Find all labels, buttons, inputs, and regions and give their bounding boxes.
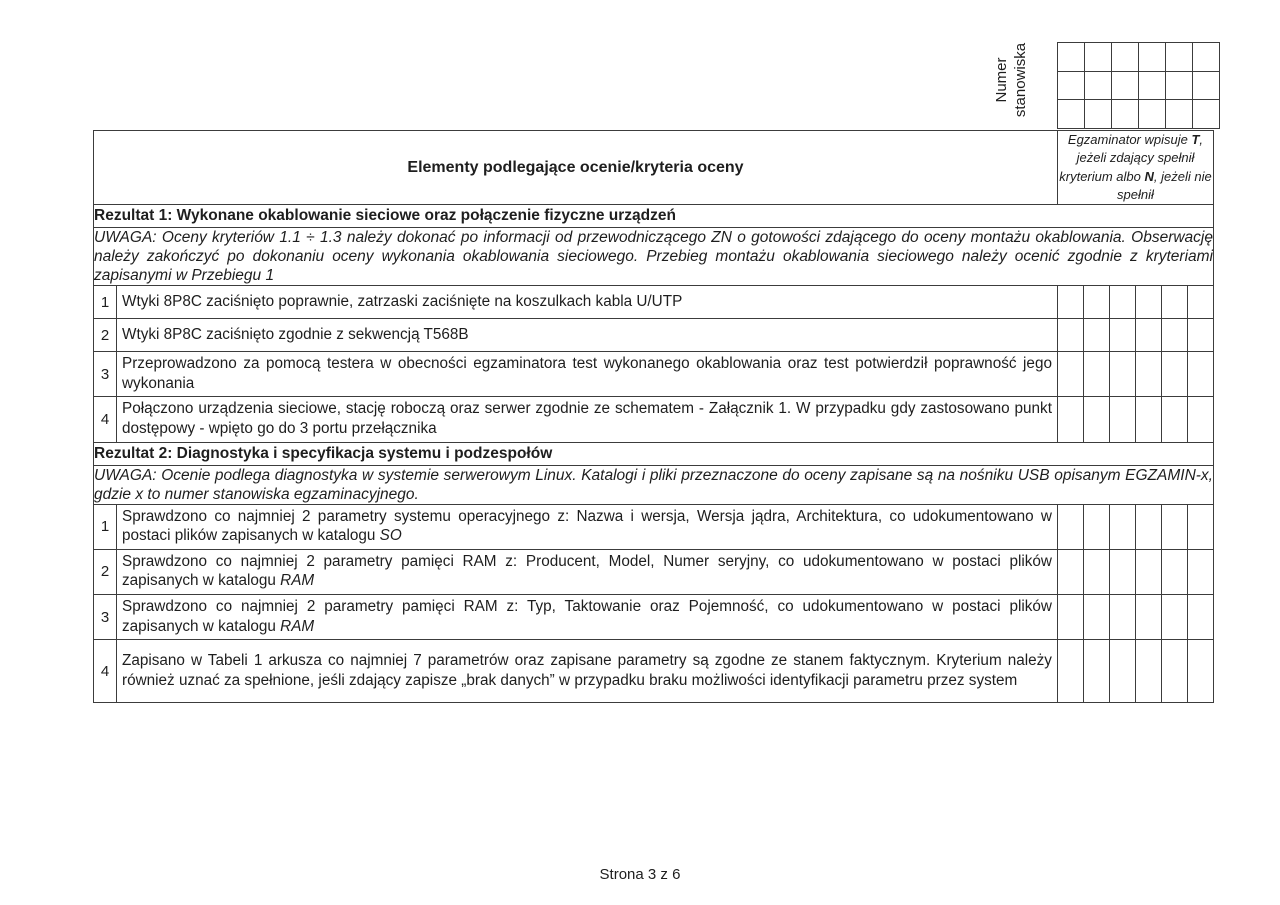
answer-cell[interactable] [1057, 352, 1083, 397]
station-grid-cell[interactable] [1193, 100, 1220, 129]
answer-cell[interactable] [1057, 397, 1083, 442]
answer-cell[interactable] [1187, 549, 1213, 594]
table-title: Elementy podlegające ocenie/kryteria oceny [94, 131, 1058, 205]
answer-cell[interactable] [1057, 286, 1083, 319]
answer-cell[interactable] [1083, 549, 1109, 594]
criterion-text-italic: RAM [280, 617, 315, 635]
criterion-text-content: Sprawdzono co najmniej 2 parametry systemu operacyjnego z: Nazwa i wersja, Wersja jądra, Architektura, co udokumentowano w postaci plików zapisanych w katalogu [122, 507, 1052, 545]
station-grid-cell[interactable] [1058, 100, 1085, 129]
answer-cell[interactable] [1109, 286, 1135, 319]
answer-cell[interactable] [1187, 594, 1213, 639]
station-grid-cell[interactable] [1139, 100, 1166, 129]
station-number-grid [1057, 42, 1220, 129]
answer-cell[interactable] [1187, 504, 1213, 549]
examiner-mark-N: N [1144, 168, 1154, 184]
criterion-number: 4 [94, 640, 117, 703]
answer-cell[interactable] [1109, 504, 1135, 549]
answer-cell[interactable] [1187, 286, 1213, 319]
answer-cell[interactable] [1135, 397, 1161, 442]
station-grid-cell[interactable] [1085, 100, 1112, 129]
answer-cell[interactable] [1161, 352, 1187, 397]
answer-cell[interactable] [1161, 286, 1187, 319]
section-1-note-row [94, 228, 1214, 286]
criterion-text-content: Wtyki 8P8C zaciśnięto zgodnie z sekwencją T568B [122, 325, 469, 343]
criterion-text-content: Zapisano w Tabeli 1 arkusza co najmniej 7 parametrów oraz zapisane parametry są zgodne ze stanem faktycznym. Kryterium należy również uznać za spełnione, jeśli zdający zapisze „brak danych” w przypadku braku możliwości identyfikacji parametru przez system [122, 652, 1052, 689]
examiner-mark-T: T [1191, 132, 1200, 148]
answer-cell[interactable] [1161, 549, 1187, 594]
station-grid-cell[interactable] [1085, 71, 1112, 100]
criterion-number: 2 [94, 549, 117, 594]
station-grid-cell[interactable] [1139, 71, 1166, 100]
criterion-row [94, 594, 1214, 639]
section-1-title: Rezultat 1: Wykonane okablowanie sieciowe oraz połączenie fizyczne urządzeń [94, 205, 1214, 228]
station-grid-cell[interactable] [1166, 43, 1193, 72]
station-grid-row [1058, 100, 1220, 129]
criterion-text [117, 594, 1058, 639]
answer-cell[interactable] [1187, 397, 1213, 442]
criterion-row [94, 504, 1214, 549]
answer-cell[interactable] [1135, 504, 1161, 549]
criterion-text-content: Wtyki 8P8C zaciśnięto poprawnie, zatrzaski zaciśnięte na koszulkach kabla U/UTP [122, 292, 683, 310]
criterion-row [94, 319, 1214, 352]
answer-cell[interactable] [1057, 594, 1083, 639]
station-grid-cell[interactable] [1112, 100, 1139, 129]
section-1-note: UWAGA: Oceny kryteriów 1.1 ÷ 1.3 należy dokonać po informacji od przewodniczącego ZN o gotowości zdającego do oceny montażu okablowania. Obserwację należy zakończyć po dokonaniu oceny wykonania okablowania sieciowego. Przebieg montażu okablowania sieciowego należy ocenić zgodnie z kryteriami zapisanymi w Przebiegu 1 [94, 229, 1213, 285]
criterion-text [117, 286, 1058, 319]
criterion-text [117, 504, 1058, 549]
station-grid-cell[interactable] [1139, 43, 1166, 72]
station-label-line2: stanowiska [1012, 42, 1029, 118]
answer-cell[interactable] [1083, 640, 1109, 703]
answer-cell[interactable] [1135, 594, 1161, 639]
criterion-text [117, 549, 1058, 594]
examiner-instruction-text: , jeżeli nie spełnił [1117, 168, 1212, 202]
criterion-row [94, 549, 1214, 594]
criterion-row [94, 640, 1214, 703]
station-grid-cell[interactable] [1112, 43, 1139, 72]
station-label-line1: Numer [993, 57, 1011, 103]
answer-cell[interactable] [1083, 352, 1109, 397]
criterion-text [117, 319, 1058, 352]
station-grid-cell[interactable] [1058, 71, 1085, 100]
criterion-text-content: Połączono urządzenia sieciowe, stację roboczą oraz serwer zgodnie ze schematem - Załącznik 1. W przypadku gdy zastosowano punkt dostępowy - wpięto go do 3 portu przełącznika [122, 400, 1052, 437]
answer-cell[interactable] [1109, 549, 1135, 594]
answer-cell[interactable] [1135, 286, 1161, 319]
criterion-number: 3 [94, 594, 117, 639]
section-2-note: UWAGA: Ocenie podlega diagnostyka w systemie serwerowym Linux. Katalogi i pliki przeznaczone do oceny zapisane są na nośniku USB opisanym EGZAMIN-x, gdzie x to numer stanowiska egzaminacyjnego. [94, 466, 1213, 503]
criterion-text-italic: SO [379, 527, 402, 545]
station-grid-cell[interactable] [1166, 71, 1193, 100]
examiner-instruction-text: Egzaminator wpisuje [1067, 132, 1192, 148]
answer-cell[interactable] [1083, 319, 1109, 352]
answer-cell[interactable] [1187, 352, 1213, 397]
answer-cell[interactable] [1083, 504, 1109, 549]
station-grid-cell[interactable] [1112, 71, 1139, 100]
criterion-text [117, 640, 1058, 703]
answer-cell[interactable] [1135, 640, 1161, 703]
station-grid-row [1058, 71, 1220, 100]
criterion-number: 1 [94, 504, 117, 549]
answer-cell[interactable] [1083, 397, 1109, 442]
examiner-instruction [1057, 131, 1213, 205]
criterion-number: 1 [94, 286, 117, 319]
criterion-row [94, 352, 1214, 397]
criterion-text-content: Sprawdzono co najmniej 2 parametry pamięci RAM z: Producent, Model, Numer seryjny, co udokumentowano w postaci plików zapisanych w katalogu [122, 552, 1052, 590]
criteria-table [93, 130, 1214, 703]
criterion-number: 2 [94, 319, 117, 352]
station-grid-cell[interactable] [1058, 43, 1085, 72]
answer-cell[interactable] [1109, 397, 1135, 442]
criterion-row [94, 397, 1214, 442]
answer-cell[interactable] [1135, 352, 1161, 397]
station-grid-cell[interactable] [1085, 43, 1112, 72]
answer-cell[interactable] [1109, 640, 1135, 703]
section-2-title: Rezultat 2: Diagnostyka i specyfikacja systemu i podzespołów [94, 442, 1214, 465]
answer-cell[interactable] [1083, 286, 1109, 319]
answer-cell[interactable] [1109, 352, 1135, 397]
answer-cell[interactable] [1161, 594, 1187, 639]
section-1-title-row [94, 205, 1214, 228]
criterion-text [117, 397, 1058, 442]
station-grid-cell[interactable] [1193, 43, 1220, 72]
answer-cell[interactable] [1161, 640, 1187, 703]
station-grid-row [1058, 43, 1220, 72]
criterion-number: 4 [94, 397, 117, 442]
answer-cell[interactable] [1083, 594, 1109, 639]
station-grid-cell[interactable] [1166, 100, 1193, 129]
table-header-row [94, 131, 1214, 205]
station-number-label [962, 30, 1062, 130]
section-2-note-row [94, 465, 1214, 504]
criterion-text-content: Przeprowadzono za pomocą testera w obecności egzaminatora test wykonanego okablowania oraz test potwierdził poprawność jego wykonania [122, 355, 1052, 392]
answer-cell[interactable] [1057, 640, 1083, 703]
answer-cell[interactable] [1135, 319, 1161, 352]
criterion-text [117, 352, 1058, 397]
answer-cell[interactable] [1109, 319, 1135, 352]
answer-cell[interactable] [1109, 594, 1135, 639]
section-2-title-row [94, 442, 1214, 465]
answer-cell[interactable] [1187, 640, 1213, 703]
answer-cell[interactable] [1161, 397, 1187, 442]
criterion-number: 3 [94, 352, 117, 397]
answer-cell[interactable] [1057, 549, 1083, 594]
answer-cell[interactable] [1161, 319, 1187, 352]
criterion-text-italic: RAM [280, 572, 315, 590]
answer-cell[interactable] [1187, 319, 1213, 352]
answer-cell[interactable] [1161, 504, 1187, 549]
answer-cell[interactable] [1135, 549, 1161, 594]
station-grid-cell[interactable] [1193, 71, 1220, 100]
answer-cell[interactable] [1057, 504, 1083, 549]
criterion-row [94, 286, 1214, 319]
page-number: Strona 3 z 6 [599, 866, 681, 883]
criterion-text-content: Sprawdzono co najmniej 2 parametry pamięci RAM z: Typ, Taktowanie oraz Pojemność, co udokumentowano w postaci plików zapisanych w katalogu [122, 597, 1052, 635]
answer-cell[interactable] [1057, 319, 1083, 352]
examiner-instruction-text: , jeżeli zdający spełnił kryterium albo [1059, 132, 1204, 184]
